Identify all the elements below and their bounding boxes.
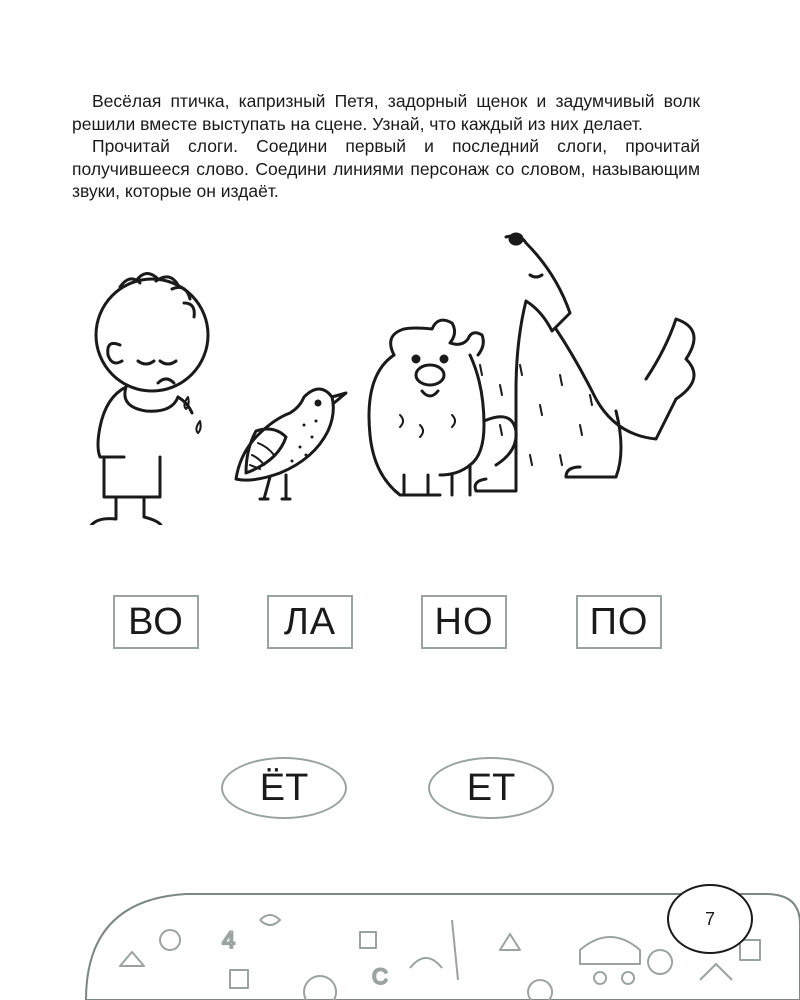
syllable-card-po[interactable]: ПО [576, 595, 662, 649]
bird-illustration [236, 389, 346, 499]
svg-text:4: 4 [222, 927, 236, 954]
syllable-card-no[interactable]: НО [421, 595, 507, 649]
ending-oval-yot[interactable]: ЁТ [221, 757, 347, 819]
svg-text:C: C [372, 964, 388, 989]
syllable-card-vo[interactable]: ВО [113, 595, 199, 649]
ending-oval-et[interactable]: ЕТ [428, 757, 554, 819]
instructions-text [72, 90, 700, 203]
crying-boy-illustration [90, 273, 208, 525]
howling-wolf-illustration [475, 234, 694, 491]
page-number: 7 [667, 884, 753, 954]
syllable-card-la[interactable]: ЛА [267, 595, 353, 649]
characters-illustration [60, 225, 780, 525]
puppy-illustration [369, 320, 516, 495]
instruction-paragraph-2: Прочитай слоги. Соедини первый и последний слоги, прочитай получившееся слово. Соедини линиями персонаж со словом, называющим звуки, которые он издаёт. [72, 136, 700, 201]
instruction-paragraph-1: Весёлая птичка, капризный Петя, задорный щенок и задумчивый волк решили вместе выступать на сцене. Узнай, что каждый из них делает. [72, 91, 700, 134]
